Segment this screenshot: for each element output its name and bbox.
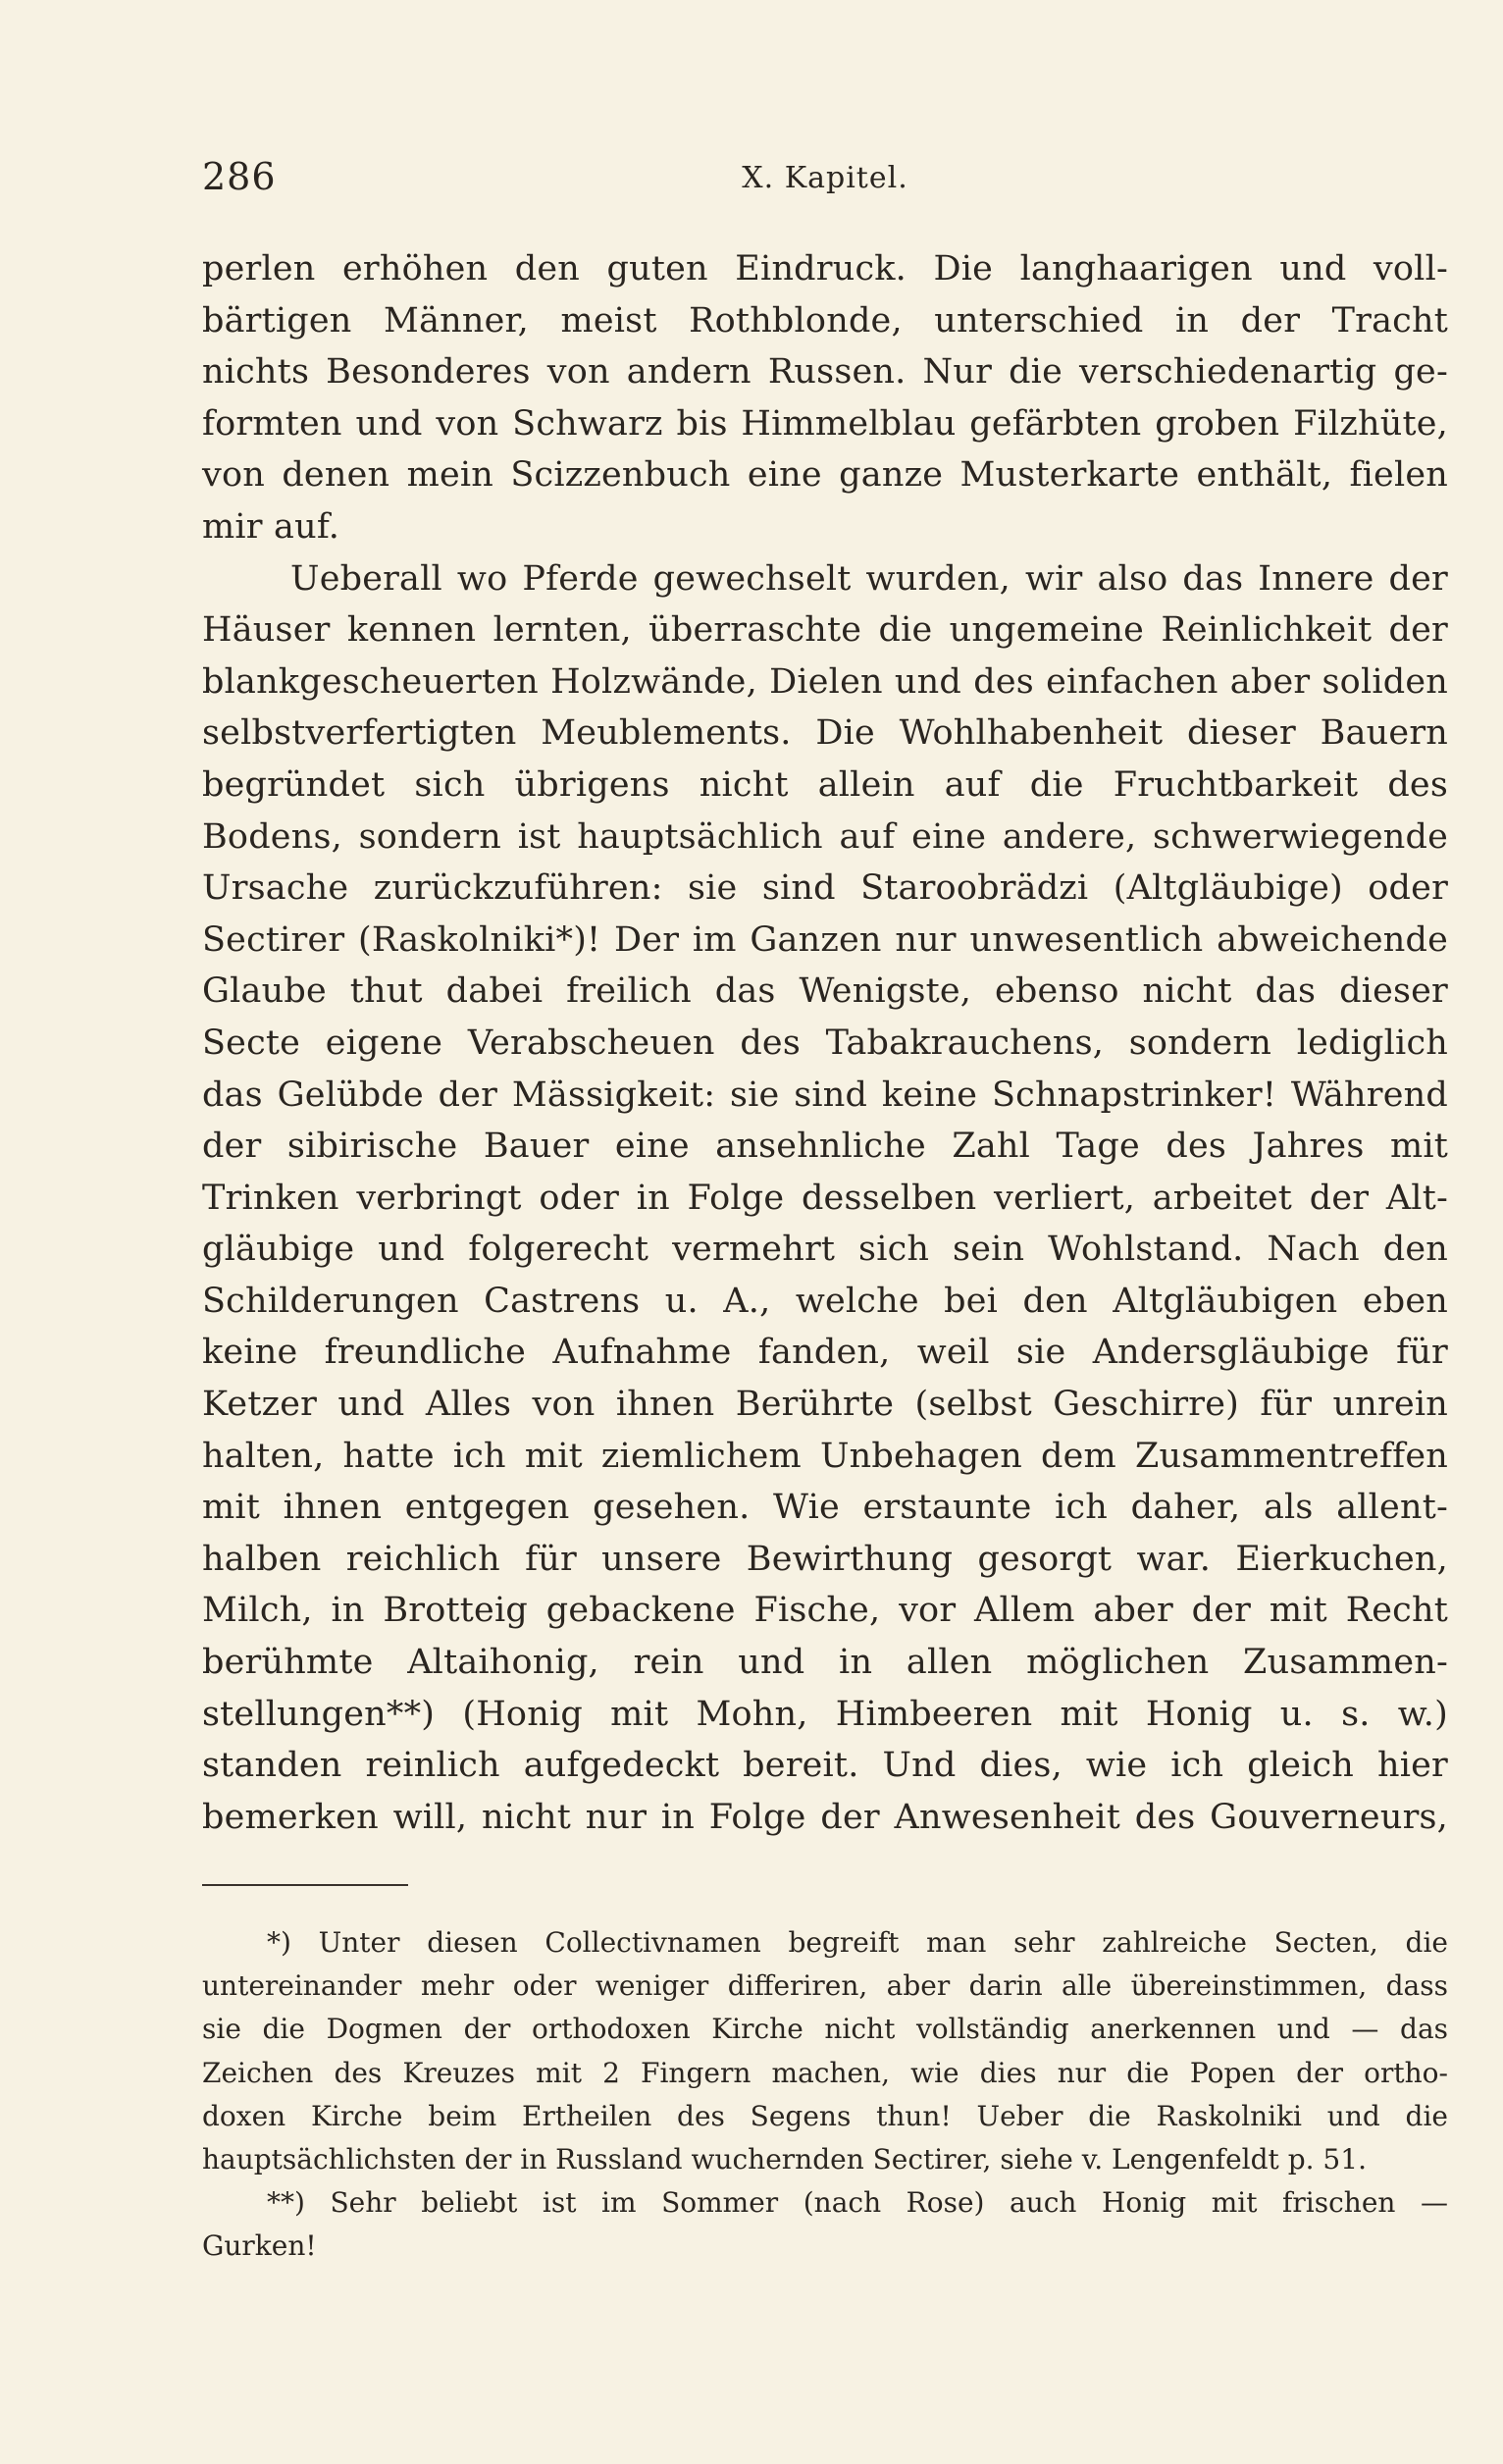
text-line: Häuser kennen lernten, überraschte die ungemeine Reinlichkeit der xyxy=(202,610,1448,651)
text-line: selbstverfertigten Meublements. Die Wohlhabenheit dieser Bauern xyxy=(202,713,1448,754)
text-line: Schilderungen Castrens u. A., welche bei den Altgläubigen eben xyxy=(202,1281,1448,1321)
footnote-line: *) Unter diesen Collectivnamen begreift man sehr zahlreiche Secten, die xyxy=(267,1926,1448,1959)
text-line: mit ihnen entgegen gesehen. Wie erstaunte ich daher, als allent- xyxy=(202,1488,1448,1528)
text-line: stellungen**) (Honig mit Mohn, Himbeeren mit Honig u. s. w.) xyxy=(202,1694,1448,1734)
footnote-line: **) Sehr beliebt ist im Sommer (nach Rose) auch Honig mit frischen — xyxy=(267,2186,1448,2220)
text-line: berühmte Altaihonig, rein und in allen möglichen Zusammen- xyxy=(202,1643,1448,1683)
text-line: bemerken will, nicht nur in Folge der Anwesenheit des Gouverneurs, xyxy=(202,1797,1448,1837)
footnote-line: doxen Kirche beim Ertheilen des Segens thun! Ueber die Raskolniki und die xyxy=(202,2099,1448,2132)
text-line: Glaube thut dabei freilich das Wenigste, ebenso nicht das dieser xyxy=(202,971,1448,1012)
running-header xyxy=(202,155,1448,210)
text-line: keine freundliche Aufnahme fanden, weil sie Andersgläubige für xyxy=(202,1333,1448,1373)
footnote-line: untereinander mehr oder weniger differiren, aber darin alle übereinstimmen, dass xyxy=(202,1969,1448,2003)
text-line: der sibirische Bauer eine ansehnliche Zahl Tage des Jahres mit xyxy=(202,1127,1448,1167)
footnote-line: sie die Dogmen der orthodoxen Kirche nicht vollständig anerkennen und — das xyxy=(202,2013,1448,2046)
text-line: perlen erhöhen den guten Eindruck. Die langhaarigen und voll- xyxy=(202,249,1448,288)
text-line: Milch, in Brotteig gebackene Fische, vor Allem aber der mit Recht xyxy=(202,1591,1448,1631)
page-number: 286 xyxy=(202,155,277,198)
text-line: Trinken verbringt oder in Folge desselben verliert, arbeitet der Alt- xyxy=(202,1178,1448,1218)
text-line: nichts Besonderes von andern Russen. Nur die verschiedenartig ge- xyxy=(202,352,1448,393)
text-line: gläubige und folgerecht vermehrt sich sein Wohlstand. Nach den xyxy=(202,1230,1448,1270)
text-line: begründet sich übrigens nicht allein auf die Fruchtbarkeit des xyxy=(202,764,1448,805)
footnote-line: hauptsächlichsten der in Russland wuchernden Sectirer, siehe v. Lengenfeldt p. 51. xyxy=(202,2142,1367,2176)
text-line: halten, hatte ich mit ziemlichem Unbehagen dem Zusammentreffen xyxy=(202,1436,1448,1476)
text-line: das Gelübde der Mässigkeit: sie sind keine Schnapstrinker! Während xyxy=(202,1075,1448,1115)
footnote-line: Gurken! xyxy=(202,2229,317,2263)
text-line: von denen mein Scizzenbuch eine ganze Musterkarte enthält, fielen xyxy=(202,455,1448,496)
text-line: halben reichlich für unsere Bewirthung gesorgt war. Eierkuchen, xyxy=(202,1539,1448,1579)
text-line: Ketzer und Alles von ihnen Berührte (selbst Geschirre) für unrein xyxy=(202,1385,1448,1425)
text-line: Ueberall wo Pferde gewechselt wurden, wir also das Innere der xyxy=(290,558,1448,599)
text-line: Sectirer (Raskolniki*)! Der im Ganzen nur unwesentlich abweichende xyxy=(202,919,1448,960)
chapter-title: X. Kapitel. xyxy=(742,161,908,195)
text-line: standen reinlich aufgedeckt bereit. Und dies, wie ich gleich hier xyxy=(202,1746,1448,1786)
text-line: bärtigen Männer, meist Rothblonde, unterschied in der Tracht xyxy=(202,300,1448,341)
text-line: blankgescheuerten Holzwände, Dielen und des einfachen aber soliden xyxy=(202,661,1448,702)
text-line: Ursache zurückzuführen: sie sind Staroobrädzi (Altgläubige) oder xyxy=(202,868,1448,909)
text-line: Bodens, sondern ist hauptsächlich auf eine andere, schwerwiegende xyxy=(202,816,1448,857)
text-line: mir auf. xyxy=(202,506,340,547)
footnote-divider xyxy=(202,1884,408,1886)
main-text xyxy=(202,243,1448,1843)
footnotes xyxy=(202,1921,1448,2269)
text-line: Secte eigene Verabscheuen des Tabakrauchens, sondern lediglich xyxy=(202,1022,1448,1063)
footnote-line: Zeichen des Kreuzes mit 2 Fingern machen, wie dies nur die Popen der ortho- xyxy=(202,2056,1448,2089)
text-line: formten und von Schwarz bis Himmelblau gefärbten groben Filzhüte, xyxy=(202,403,1448,444)
